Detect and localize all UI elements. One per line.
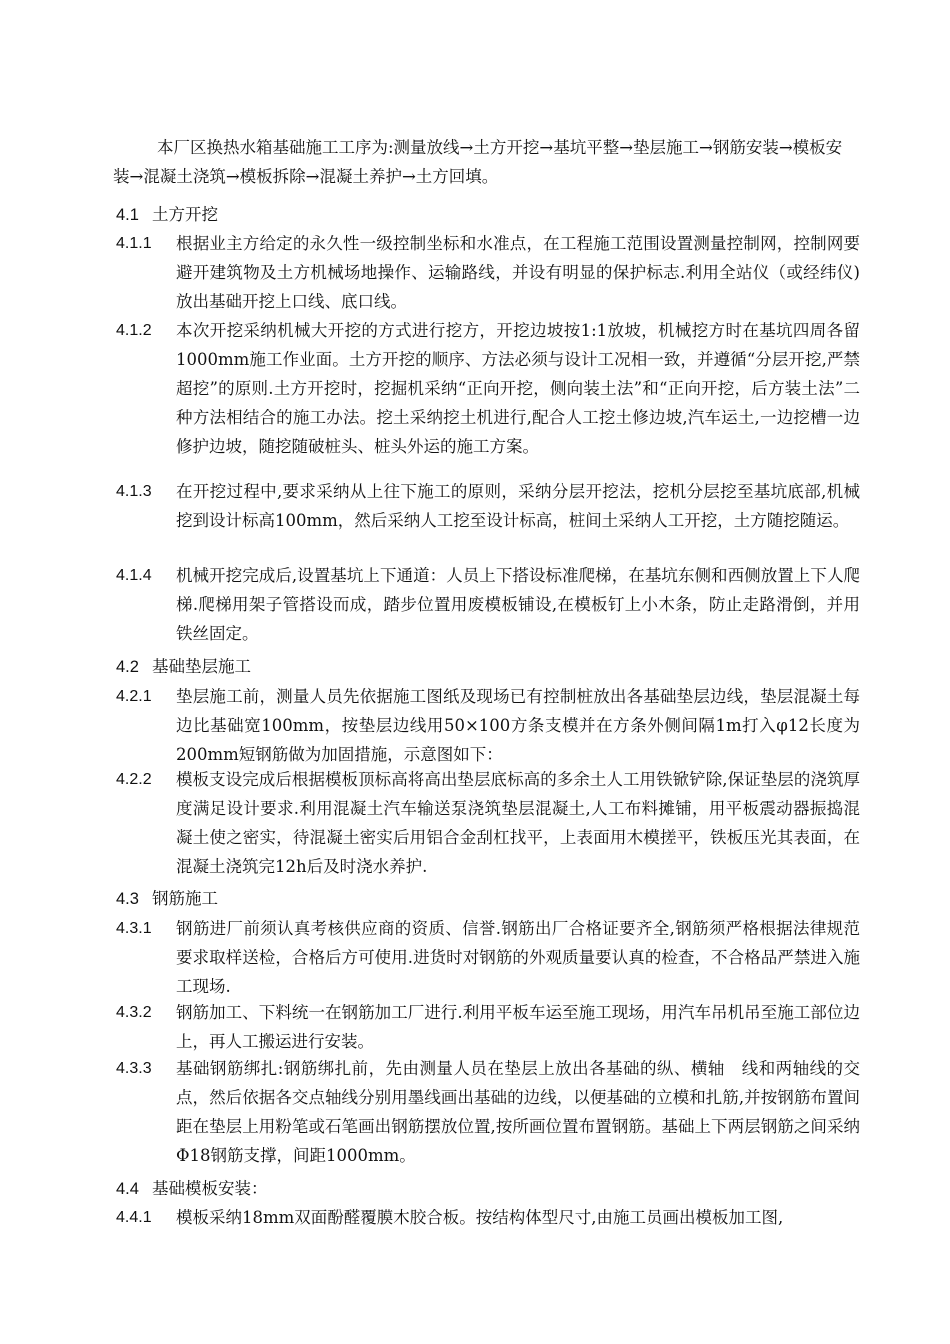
section-title: 钢筋施工 [152,889,218,908]
intro-paragraph: 本厂区换热水箱基础施工工序为:测量放线→土方开挖→基坑平整→垫层施工→钢筋安装→模板安装→混凝土浇筑→模板拆除→混凝土养护→土方回填。 [113,138,843,186]
clause-number: 4.1.1 [116,235,152,252]
section-heading-4-1 [116,200,218,230]
section-heading-4-4 [116,1174,268,1204]
section-heading-4-2 [116,652,251,682]
clause-4-3-1 [116,914,860,1001]
section-title: 基础模板安装： [152,1179,268,1198]
clause-text: 本次开挖采纳机械大开挖的方式进行挖方，开挖边坡按1:1放坡，机械挖方时在基坑四周各留1000mm施工作业面。土方开挖的顺序、方法必须与设计工况相一致，并遵循“分层开挖,严禁超挖”的原则.土方开挖时，挖掘机采纳“正向开挖，侧向装土法”和“正向开挖，后方装土法”二种方法相结合的施工办法。挖土采纳挖土机进行,配合人工挖土修边坡,汽车运土,一边挖槽一边修护边坡，随挖随破桩头、桩头外运的施工方案。 [176,321,860,456]
section-title: 基础垫层施工 [152,657,251,676]
clause-number: 4.2.2 [116,771,152,788]
clause-4-1-1 [116,229,860,316]
clause-text: 垫层施工前，测量人员先依据施工图纸及现场已有控制桩放出各基础垫层边线，垫层混凝土每边比基础宽100mm，按垫层边线用50×100方条支模并在方条外侧间隔1m打入φ12长度为200mm短钢筋做为加固措施，示意图如下： [176,687,860,764]
clause-text: 根据业主方给定的永久性一级控制坐标和水准点，在工程施工范围设置测量控制网，控制网要避开建筑物及土方机械场地操作、运输路线，并设有明显的保护标志.利用全站仪（或经纬仪)放出基础开挖上口线、底口线。 [176,234,860,311]
clause-text: 钢筋加工、下料统一在钢筋加工厂进行.利用平板车运至施工现场，用汽车吊机吊至施工部位边上，再人工搬运进行安装。 [176,1003,860,1051]
section-title: 土方开挖 [152,205,218,224]
section-number: 4.2 [116,658,139,676]
clause-4-1-3 [116,477,860,535]
clause-number: 4.2.1 [116,688,152,705]
section-heading-4-3 [116,884,218,914]
clause-number: 4.3.1 [116,920,152,937]
clause-number: 4.1.4 [116,567,152,584]
clause-text: 模板支设完成后根据模板顶标高将高出垫层底标高的多余土人工用铁锨铲除,保证垫层的浇筑厚度满足设计要求.利用混凝土汽车输送泵浇筑垫层混凝土,人工布料摊铺，用平板震动器振捣混凝土使之密实，待混凝土密实后用铝合金刮杠找平，上表面用木模搓平，铁板压光其表面，在混凝土浇筑完12h后及时浇水养护. [176,770,860,876]
clause-number: 4.4.1 [116,1209,152,1226]
clause-text: 基础钢筋绑扎:钢筋绑扎前，先由测量人员在垫层上放出各基础的纵、横轴 线和两轴线的交点，然后依据各交点轴线分别用墨线画出基础的边线，以便基础的立模和扎筋,并按钢筋布置间距在垫层上用粉笔或石笔画出钢筋摆放位置,按所画位置布置钢筋。基础上下两层钢筋之间采纳Φ18钢筋支撑，间距1000mm。 [176,1059,860,1165]
section-number: 4.4 [116,1180,139,1198]
clause-4-3-3 [116,1054,860,1170]
clause-text: 在开挖过程中,要求采纳从上往下施工的原则，采纳分层开挖法，挖机分层挖至基坑底部,机械挖到设计标高100mm，然后采纳人工挖至设计标高，桩间土采纳人工开挖，土方随挖随运。 [176,482,860,530]
clause-4-2-1 [116,682,860,769]
clause-number: 4.1.3 [116,483,152,500]
clause-4-4-1 [116,1203,860,1232]
clause-4-3-2 [116,998,860,1056]
clause-text: 钢筋进厂前须认真考核供应商的资质、信誉.钢筋出厂合格证要齐全,钢筋须严格根据法律规范要求取样送检，合格后方可使用.进货时对钢筋的外观质量要认真的检查，不合格品严禁进入施工现场. [176,919,860,996]
clause-number: 4.3.3 [116,1060,152,1077]
section-number: 4.3 [116,890,139,908]
clause-4-2-2 [116,765,860,881]
clause-number: 4.3.2 [116,1004,152,1021]
clause-4-1-2 [116,316,860,461]
section-number: 4.1 [116,206,139,224]
clause-text: 机械开挖完成后,设置基坑上下通道：人员上下搭设标准爬梯，在基坑东侧和西侧放置上下人爬梯.爬梯用架子管搭设而成，踏步位置用废模板铺设,在模板钉上小木条，防止走路滑倒，并用铁丝固定。 [176,566,860,643]
clause-text: 模板采纳18mm双面酚醛覆膜木胶合板。按结构体型尺寸,由施工员画出模板加工图, [176,1208,784,1227]
clause-number: 4.1.2 [116,322,152,339]
clause-4-1-4 [116,561,860,648]
